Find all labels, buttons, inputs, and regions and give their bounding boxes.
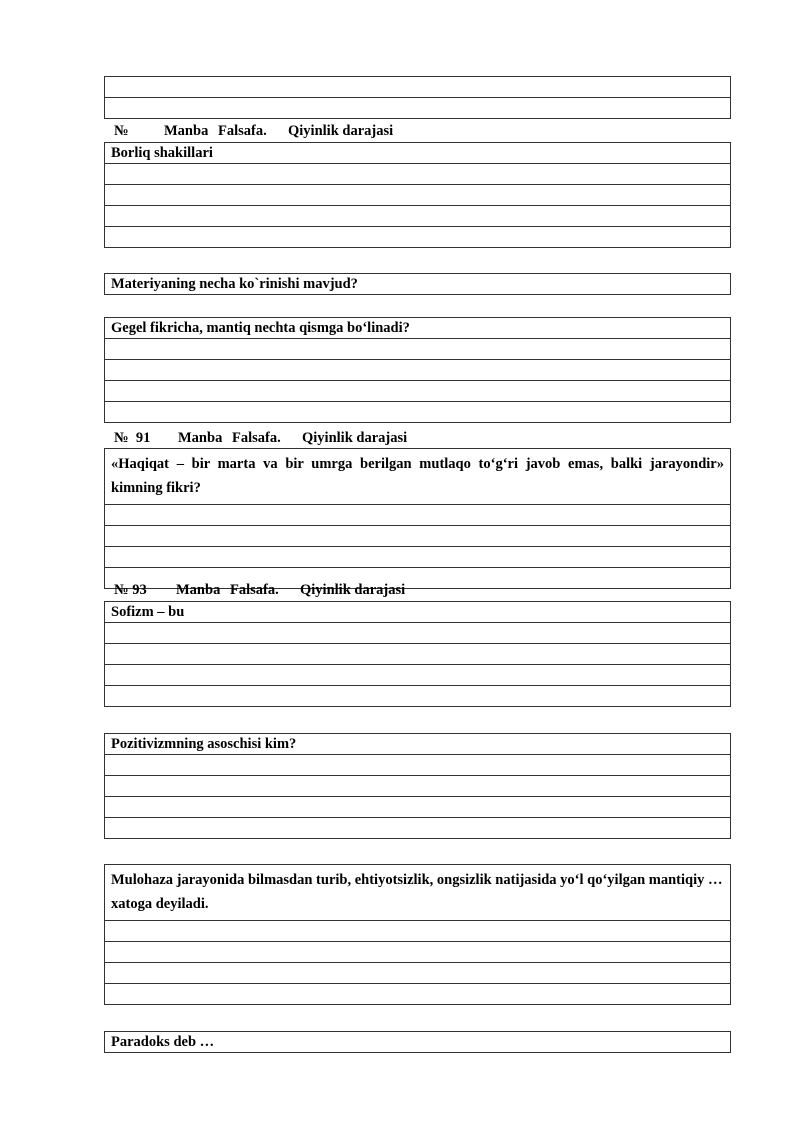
answer-row [105, 921, 731, 942]
subject-label: Falsafa. [232, 430, 281, 446]
answer-row [105, 339, 731, 360]
answer-row [105, 942, 731, 963]
question-text: Paradoks deb … [105, 1032, 731, 1053]
question-text: Gegel fikricha, mantiq nechta qismga bo‘linadi? [105, 318, 731, 339]
question-table [104, 1031, 731, 1053]
question-number: № 91 [114, 430, 151, 446]
source-label: Manba [178, 430, 223, 446]
question-table [104, 142, 731, 248]
answer-row [105, 644, 731, 665]
difficulty-label: Qiyinlik darajasi [302, 430, 408, 446]
answer-row [105, 206, 731, 227]
answer-row [105, 623, 731, 644]
answer-row [105, 963, 731, 984]
answer-row [105, 98, 731, 119]
answer-row [105, 797, 731, 818]
question-text: Borliq shakillari [105, 143, 731, 164]
subject-label: Falsafa. [218, 123, 267, 139]
question-table [104, 317, 731, 423]
answer-row [105, 164, 731, 185]
answer-row [105, 665, 731, 686]
question-text: Materiyaning necha ko`rinishi mavjud? [105, 274, 731, 295]
question-table [104, 733, 731, 839]
answer-row [105, 505, 731, 526]
question-text: «Haqiqat – bir marta va bir umrga berilgan mutlaqo to‘g‘ri javob emas, balki jarayondir» kimning fikri? [105, 449, 731, 505]
answer-row [105, 818, 731, 839]
answer-row [105, 360, 731, 381]
answer-row [105, 77, 731, 98]
answer-row [105, 381, 731, 402]
answer-row [105, 402, 731, 423]
answer-row [105, 686, 731, 707]
answer-row [105, 776, 731, 797]
answer-row [105, 984, 731, 1005]
source-label: Manba [164, 123, 209, 139]
question-table [104, 448, 731, 589]
question-header [114, 429, 407, 447]
answer-row [105, 227, 731, 248]
subject-label: Falsafa. [230, 582, 279, 598]
question-text: Mulohaza jarayonida bilmasdan turib, ehtiyotsizlik, ongsizlik natijasida yo‘l qo‘yilgan mantiqiy … xatoga deyiladi. [105, 865, 731, 921]
answer-row [105, 755, 731, 776]
question-number: № 93 [114, 582, 147, 598]
question-table [104, 864, 731, 1005]
question-text: Sofizm – bu [105, 602, 731, 623]
question-text: Pozitivizmning asoschisi kim? [105, 734, 731, 755]
question-header [114, 581, 405, 599]
question-number: № [114, 123, 129, 139]
question-header [114, 122, 393, 140]
source-label: Manba [176, 582, 221, 598]
question-table [104, 76, 731, 119]
difficulty-label: Qiyinlik darajasi [288, 123, 394, 139]
difficulty-label: Qiyinlik darajasi [300, 582, 406, 598]
question-table [104, 601, 731, 707]
answer-row [105, 547, 731, 568]
answer-row [105, 185, 731, 206]
question-table [104, 273, 731, 295]
answer-row [105, 526, 731, 547]
